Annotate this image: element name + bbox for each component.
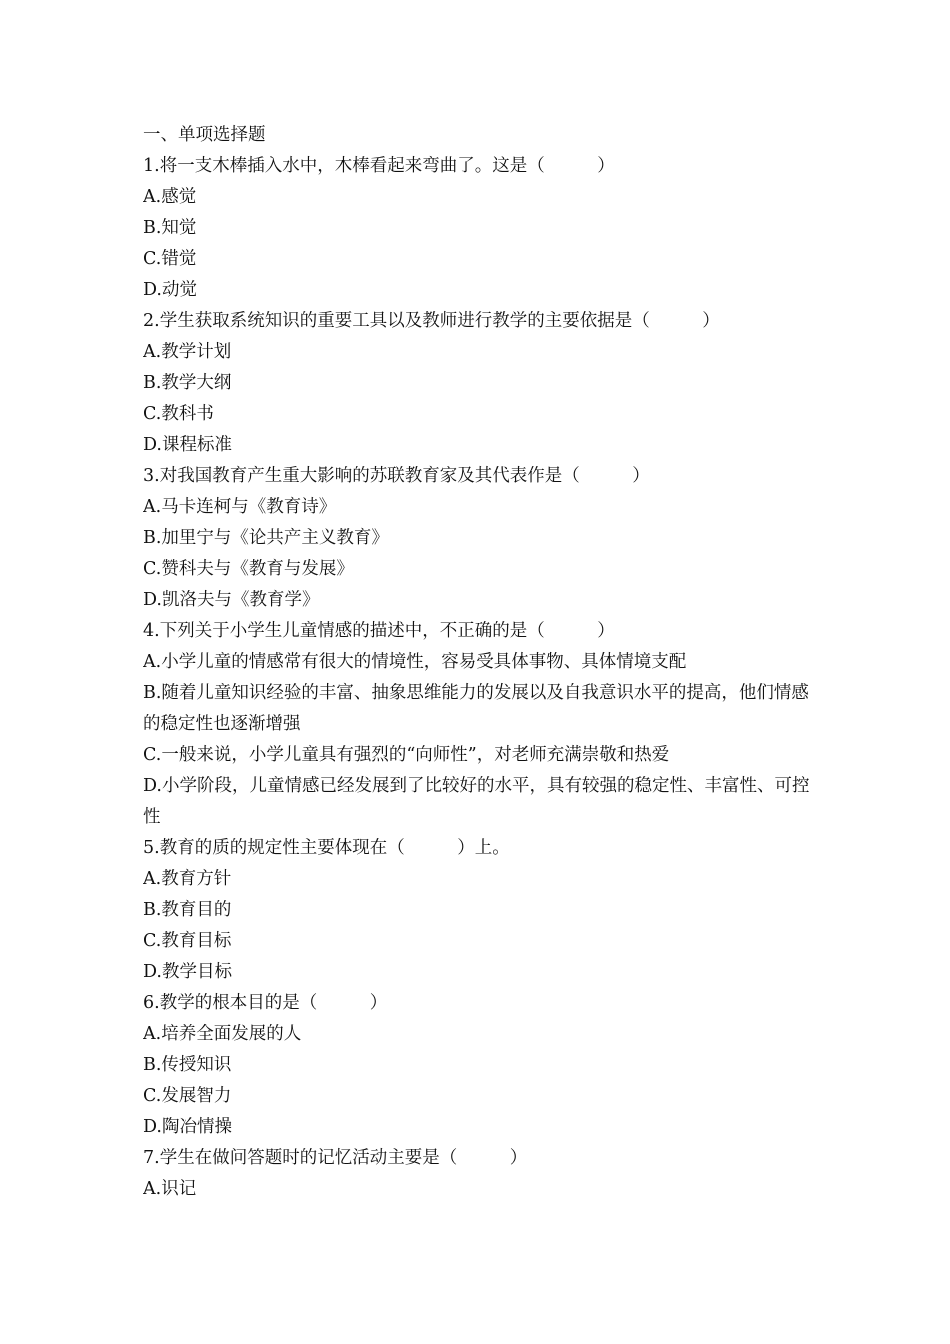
option-b: B.加里宁与《论共产主义教育》 — [143, 528, 389, 548]
option-b: B.教学大纲 — [143, 373, 232, 393]
question-block — [143, 151, 823, 306]
question-block — [143, 461, 823, 616]
question-stem: 3.对我国教育产生重大影响的苏联教育家及其代表作是（ ） — [143, 466, 650, 486]
option-a: A.教学计划 — [143, 342, 232, 362]
question-block — [143, 1143, 823, 1205]
question-block — [143, 616, 823, 833]
option-c: C.教育目标 — [143, 931, 232, 951]
option-d: D.小学阶段，儿童情感已经发展到了比较好的水平，具有较强的稳定性、丰富性、可控性 — [143, 776, 810, 827]
question-block — [143, 988, 823, 1143]
option-a: A.小学儿童的情感常有很大的情境性，容易受具体事物、具体情境支配 — [143, 652, 687, 672]
question-stem: 6.教学的根本目的是（ ） — [143, 993, 388, 1013]
section-title: 一、单项选择题 — [143, 125, 266, 145]
option-c: C.一般来说，小学儿童具有强烈的“向师性”，对老师充满崇敬和热爱 — [143, 745, 670, 765]
option-b: B.教育目的 — [143, 900, 232, 920]
question-stem: 1.将一支木棒插入水中，木棒看起来弯曲了。这是（ ） — [143, 156, 615, 176]
question-stem: 7.学生在做问答题时的记忆活动主要是（ ） — [143, 1148, 528, 1168]
option-d: D.陶冶情操 — [143, 1117, 232, 1137]
option-c: C.发展智力 — [143, 1086, 232, 1106]
option-c: C.赞科夫与《教育与发展》 — [143, 559, 354, 579]
question-stem: 2.学生获取系统知识的重要工具以及教师进行教学的主要依据是（ ） — [143, 311, 720, 331]
question-stem: 4.下列关于小学生儿童情感的描述中，不正确的是（ ） — [143, 621, 615, 641]
option-a: A.教育方针 — [143, 869, 232, 889]
option-a: A.感觉 — [143, 187, 197, 207]
option-b: B.随着儿童知识经验的丰富、抽象思维能力的发展以及自我意识水平的提高，他们情感的稳定性也逐渐增强 — [143, 683, 809, 734]
option-b: B.传授知识 — [143, 1055, 232, 1075]
option-b: B.知觉 — [143, 218, 197, 238]
question-stem: 5.教育的质的规定性主要体现在（ ）上。 — [143, 838, 510, 858]
option-c: C.教科书 — [143, 404, 214, 424]
option-c: C.错觉 — [143, 249, 197, 269]
option-d: D.动觉 — [143, 280, 197, 300]
document-body — [143, 120, 823, 1205]
question-block — [143, 833, 823, 988]
option-a: A.培养全面发展的人 — [143, 1024, 302, 1044]
option-d: D.凯洛夫与《教育学》 — [143, 590, 320, 610]
option-a: A.识记 — [143, 1179, 197, 1199]
option-d: D.课程标准 — [143, 435, 232, 455]
option-a: A.马卡连柯与《教育诗》 — [143, 497, 337, 517]
question-block — [143, 306, 823, 461]
option-d: D.教学目标 — [143, 962, 232, 982]
